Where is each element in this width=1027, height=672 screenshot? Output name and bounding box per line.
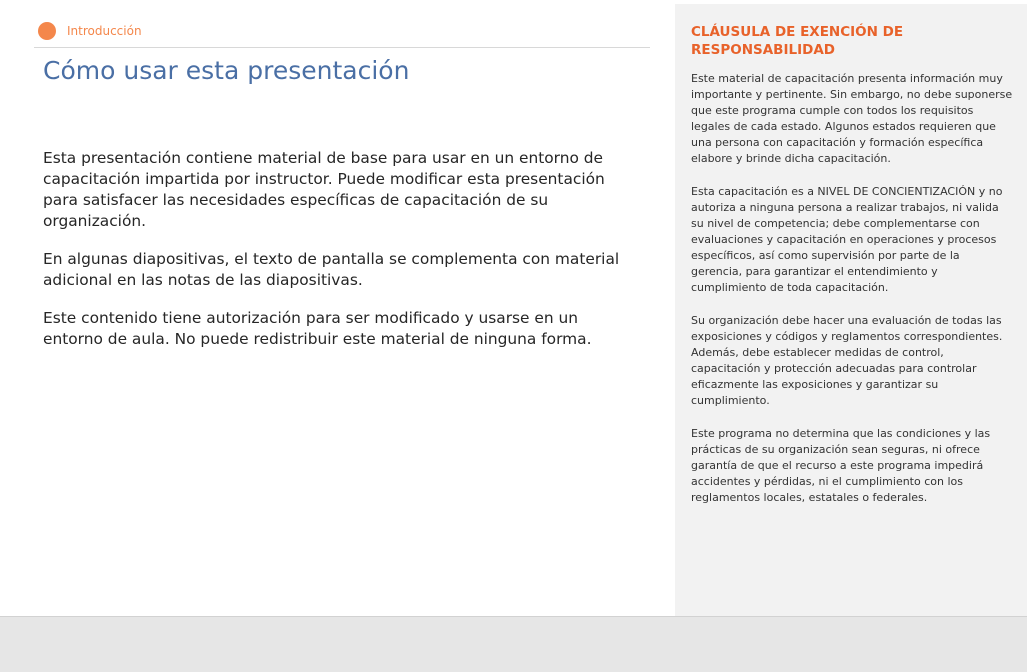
body-paragraph: En algunas diapositivas, el texto de pantalla se complementa con material adicional en las notas de las diapositivas. bbox=[43, 250, 620, 289]
disclaimer-paragraph: Este material de capacitación presenta información muy importante y pertinente. Sin embargo, no debe suponerse que este programa cumple con todos los requisitos legales de cada estado. Algunos estados requieren que una persona con capacitación y formación específica elabore y brinde dicha capacitación. bbox=[691, 72, 1013, 165]
body-paragraph: Esta presentación contiene material de base para usar en un entorno de capacitación impartida por instructor. Puede modificar esta presentación para satisfacer las necesidades específicas de capacitación de su organización. bbox=[43, 149, 605, 230]
disclaimer-heading: CLÁUSULA DE EXENCIÓN DE RESPONSABILIDAD bbox=[691, 24, 904, 58]
page-title: Cómo usar esta presentación bbox=[43, 56, 410, 85]
section-dot-icon bbox=[38, 22, 56, 40]
body-paragraph: Este contenido tiene autorización para ser modificado y usarse en un entorno de aula. No puede redistribuir este material de ninguna forma. bbox=[43, 309, 592, 348]
bottom-bar bbox=[0, 616, 1027, 672]
disclaimer-panel bbox=[675, 4, 1027, 616]
disclaimer-paragraph: Este programa no determina que las condiciones y las prácticas de su organización sean seguras, ni ofrece garantía de que el recurso a este programa impedirá accidentes y pérdidas, ni el cumplimiento con los reglamentos locales, estatales o federales. bbox=[691, 427, 991, 504]
disclaimer-paragraph: Su organización debe hacer una evaluación de todas las exposiciones y códigos y reglamentos correspondientes. Además, debe establecer medidas de control, capacitación y protección adecuadas para controlar eficazmente las exposiciones y garantizar su cumplimiento. bbox=[691, 314, 1003, 407]
title-divider bbox=[34, 47, 650, 48]
body-text bbox=[43, 148, 633, 367]
disclaimer-paragraph: Esta capacitación es a NIVEL DE CONCIENTIZACIÓN y no autoriza a ninguna persona a realizar trabajos, ni valida su nivel de competencia; debe complementarse con evaluaciones y capacitación en operaciones y procesos específicos, así como supervisión por parte de la gerencia, para garantizar el entendimiento y cumplimiento de toda capacitación. bbox=[691, 185, 1003, 294]
section-label: Introducción bbox=[67, 24, 142, 38]
